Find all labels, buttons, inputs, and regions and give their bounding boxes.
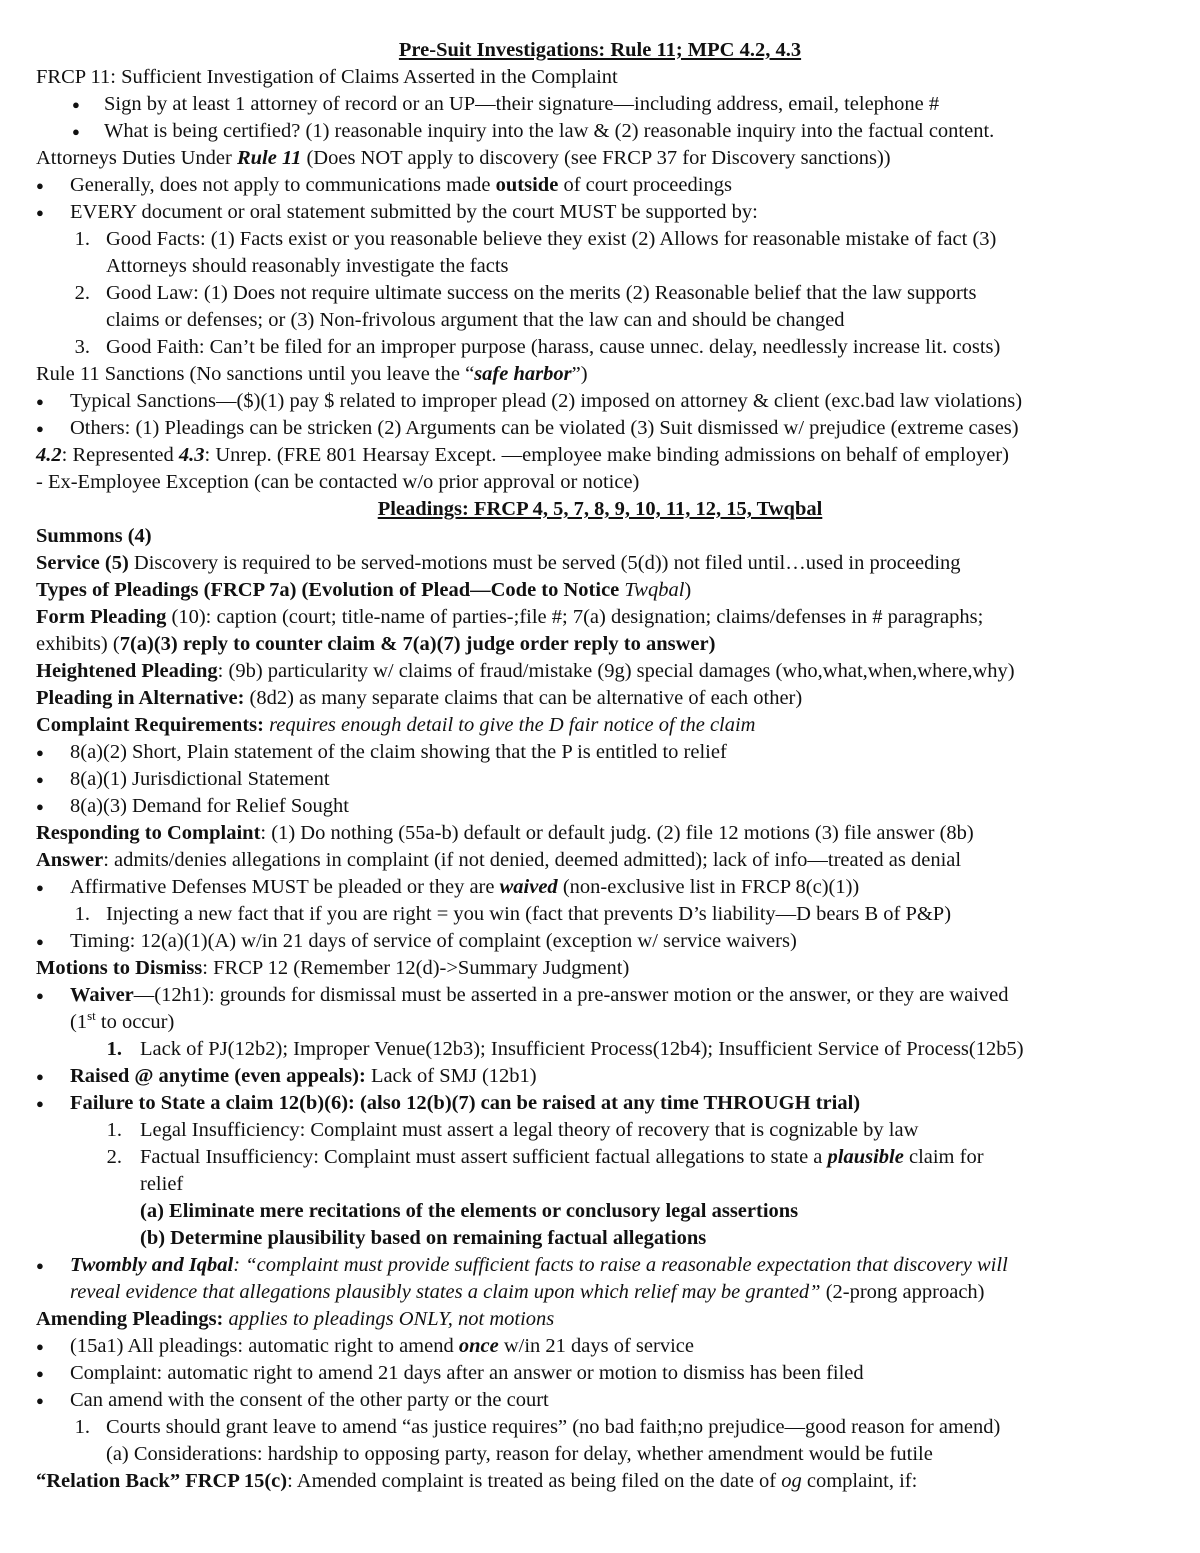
text-emphasis: Amending Pleadings:	[36, 1308, 224, 1330]
text: : FRCP 12 (Remember 12(d)->Summary Judgment)	[202, 957, 630, 979]
text: : (9b) particularity w/ claims of fraud/mistake (9g) special damages (who,what,when,where,why)	[217, 660, 1015, 682]
numbered-item	[36, 226, 1192, 253]
text-emphasis: “Relation Back” FRCP 15(c)	[36, 1470, 288, 1492]
text-emphasis: 7(a)(3) reply to counter claim & 7(a)(7) judge order reply to answer)	[119, 633, 716, 655]
list-item-cont	[36, 1009, 1192, 1036]
list-item: ● What is being certified? (1) reasonable inquiry into the law & (2) reasonable inquiry into the factual content.	[36, 118, 1192, 145]
service-line	[36, 550, 1192, 577]
text: to occur)	[95, 1011, 175, 1033]
text: —(12h1): grounds for dismissal must be asserted in a pre-answer motion or the answer, or they are waived	[133, 984, 1009, 1006]
section-title-presuit: Pre-Suit Investigations: Rule 11; MPC 4.2, 4.3	[398, 39, 802, 61]
frcp11-heading: FRCP 11: Sufficient Investigation of Claims Asserted in the Complaint	[36, 66, 618, 88]
text: (Does NOT apply to discovery (see FRCP 37 for Discovery sanctions))	[301, 147, 891, 169]
numbered-item	[36, 901, 1192, 928]
list-number: 1.	[74, 903, 90, 925]
sanctions-heading	[36, 361, 1192, 388]
text: : admits/denies allegations in complaint (if not denied, deemed admitted); lack of info—treated as denial	[103, 849, 962, 871]
text: w/in 21 days of service	[498, 1335, 694, 1357]
text: Affirmative Defenses MUST be pleaded or they are	[70, 876, 500, 898]
ex-employee-line: - Ex-Employee Exception (can be contacted w/o prior approval or notice)	[36, 471, 640, 493]
motions-dismiss-line	[36, 955, 1192, 982]
responding-line	[36, 820, 1192, 847]
numbered-item	[36, 1117, 1192, 1144]
list-item: ● Sign by at least 1 attorney of record or an UP—their signature—including address, email, telephone #	[36, 91, 1192, 118]
text: (2-prong approach)	[820, 1281, 985, 1303]
text: Generally, does not apply to communications made	[70, 174, 496, 196]
text-emphasis: Pleading in Alternative:	[36, 687, 245, 709]
text-emphasis: plausible	[827, 1146, 904, 1168]
text: Good Facts: (1) Facts exist or you reasonable believe they exist (2) Allows for reasonable mistake of fact (3)	[106, 228, 997, 250]
answer-line	[36, 847, 1192, 874]
text: Legal Insufficiency: Complaint must assert a legal theory of recovery that is cognizable by law	[140, 1119, 919, 1141]
list-item	[36, 1063, 1192, 1090]
text-italic: reveal evidence that allegations plausibly states a claim upon which relief may be granted”	[70, 1281, 821, 1303]
numbered-item	[36, 1144, 1192, 1171]
heightened-line	[36, 658, 1192, 685]
sub-item-a: (a) Considerations: hardship to opposing party, reason for delay, whether amendment would be futile	[106, 1443, 933, 1465]
list-item: ● Typical Sanctions—($)(1) pay $ related to improper plead (2) imposed on attorney & client (exc.bad law violations)	[36, 388, 1192, 415]
numbered-item-cont: claims or defenses; or (3) Non-frivolous argument that the law can and should be changed	[106, 309, 845, 331]
text: Lack of PJ(12b2); Improper Venue(12b3); Insufficient Process(12b4); Insufficient Service of Process(12b5)	[140, 1038, 1024, 1060]
list-item	[36, 874, 1192, 901]
list-item: ● 8(a)(1) Jurisdictional Statement	[36, 766, 1192, 793]
relation-back-line	[36, 1468, 1192, 1495]
numbered-item	[36, 1036, 1192, 1063]
numbered-item-cont: relief	[140, 1173, 184, 1195]
text: ”)	[571, 363, 588, 385]
text-emphasis: safe harbor	[474, 363, 572, 385]
text-emphasis: Form Pleading	[36, 606, 167, 628]
alternative-line	[36, 685, 1192, 712]
list-item	[36, 982, 1192, 1009]
text-emphasis: waived	[499, 876, 558, 898]
mpc-line	[36, 442, 1192, 469]
text: of court proceedings	[558, 174, 732, 196]
list-number: 1.	[74, 228, 90, 250]
list-item: ● Others: (1) Pleadings can be stricken (2) Arguments can be violated (3) Suit dismissed w/ prejudice (extreme cases)	[36, 415, 1192, 442]
numbered-item	[36, 334, 1192, 361]
text: Factual Insufficiency: Complaint must assert sufficient factual allegations to state a	[140, 1146, 828, 1168]
text-emphasis: once	[458, 1335, 499, 1357]
text: claim for	[903, 1146, 984, 1168]
text-emphasis: Responding to Complaint	[36, 822, 261, 844]
text-italic: applies to pleadings ONLY, not motions	[223, 1308, 555, 1330]
text-emphasis: Complaint Requirements:	[36, 714, 264, 736]
text-emphasis: Raised @ anytime (even appeals):	[70, 1065, 366, 1087]
numbered-item	[36, 1414, 1192, 1441]
section-title-pleadings: Pleadings: FRCP 4, 5, 7, 8, 9, 10, 11, 12, 15, Twqbal	[377, 498, 823, 520]
text-emphasis: 4.2	[36, 444, 62, 466]
text-emphasis: Motions to Dismiss	[36, 957, 203, 979]
text: (1	[70, 1011, 88, 1033]
text-emphasis: Types of Pleadings (FRCP 7a) (Evolution of Plead—Code to Notice	[36, 579, 625, 601]
types-line	[36, 577, 1192, 604]
sub-item-a: (a) Eliminate mere recitations of the elements or conclusory legal assertions	[140, 1200, 799, 1222]
form-pleading-cont	[36, 631, 1192, 658]
list-number: 2.	[106, 1146, 122, 1168]
list-number: 1.	[106, 1119, 122, 1141]
text-emphasis: 4.3	[178, 444, 205, 466]
text: : Represented	[61, 444, 179, 466]
text-emphasis: Heightened Pleading	[36, 660, 218, 682]
text-emphasis: Rule 11	[236, 147, 302, 169]
superscript: st	[87, 1008, 96, 1024]
text: : Amended complaint is treated as being filed on the date of	[287, 1470, 782, 1492]
list-item: ● Complaint: automatic right to amend 21 days after an answer or motion to dismiss has been filed	[36, 1360, 1192, 1387]
text: Injecting a new fact that if you are right = you win (fact that prevents D’s liability—D bears B of P&P)	[106, 903, 952, 925]
text-italic: og	[781, 1470, 802, 1492]
text-italic: : “complaint must provide sufficient facts to raise a reasonable expectation that discovery will	[233, 1254, 1008, 1276]
text: Courts should grant leave to amend “as justice requires” (no bad faith;no prejudice—good reason for amend)	[106, 1416, 1001, 1438]
list-item: ● Failure to State a claim 12(b)(6): (also 12(b)(7) can be raised at any time THROUGH trial)	[36, 1090, 1192, 1117]
text: Good Faith: Can’t be filed for an improper purpose (harass, cause unnec. delay, needlessly increase lit. costs)	[106, 336, 1001, 358]
text: (non-exclusive list in FRCP 8(c)(1))	[557, 876, 860, 898]
summons-line: Summons (4)	[36, 525, 152, 547]
sub-item-b: (b) Determine plausibility based on remaining factual allegations	[140, 1227, 707, 1249]
list-number: 3.	[74, 336, 90, 358]
list-number: 2.	[74, 282, 90, 304]
text: Attorneys Duties Under	[36, 147, 237, 169]
text: (8d2) as many separate claims that can be alternative of each other)	[244, 687, 803, 709]
form-pleading-line	[36, 604, 1192, 631]
amending-line	[36, 1306, 1192, 1333]
list-item: ● Timing: 12(a)(1)(A) w/in 21 days of service of complaint (exception w/ service waivers)	[36, 928, 1192, 955]
text: Lack of SMJ (12b1)	[365, 1065, 537, 1087]
list-item: ● Can amend with the consent of the other party or the court	[36, 1387, 1192, 1414]
list-number: 1.	[74, 1416, 90, 1438]
list-number: 1.	[106, 1038, 122, 1060]
text-emphasis: Twombly and Iqbal	[70, 1254, 234, 1276]
list-item	[36, 172, 1192, 199]
complaint-req-line	[36, 712, 1192, 739]
text: Discovery is required to be served-motions must be served (5(d)) not filed until…used in proceeding	[128, 552, 961, 574]
numbered-item-cont: Attorneys should reasonably investigate the facts	[106, 255, 509, 277]
list-item	[36, 1333, 1192, 1360]
text-emphasis: Answer	[36, 849, 104, 871]
text: Rule 11 Sanctions (No sanctions until you leave the “	[36, 363, 475, 385]
text: (10): caption (court; title-name of parties-;file #; 7(a) designation; claims/defenses in # paragraphs;	[166, 606, 984, 628]
text-italic: requires enough detail to give the D fair notice of the claim	[263, 714, 756, 736]
list-item-cont	[36, 1279, 1192, 1306]
text: (15a1) All pleadings: automatic right to amend	[70, 1335, 459, 1357]
text: : Unrep. (FRE 801 Hearsay Except. —employee make binding admissions on behalf of employer)	[204, 444, 1009, 466]
text: exhibits) (	[36, 633, 120, 655]
attorney-duties-line	[36, 145, 1192, 172]
text-italic: Twqbal	[624, 579, 685, 601]
list-item: ● 8(a)(3) Demand for Relief Sought	[36, 793, 1192, 820]
text: Good Law: (1) Does not require ultimate success on the merits (2) Reasonable belief that the law supports	[106, 282, 977, 304]
list-item: ● 8(a)(2) Short, Plain statement of the claim showing that the P is entitled to relief	[36, 739, 1192, 766]
list-item: ● EVERY document or oral statement submitted by the court MUST be supported by:	[36, 199, 1192, 226]
text-emphasis: Waiver	[70, 984, 134, 1006]
numbered-item	[36, 280, 1192, 307]
text-emphasis: Service (5)	[36, 552, 129, 574]
text: complaint, if:	[801, 1470, 918, 1492]
text-emphasis: outside	[495, 174, 559, 196]
text: )	[684, 579, 692, 601]
text: : (1) Do nothing (55a-b) default or default judg. (2) file 12 motions (3) file answer (8b)	[260, 822, 974, 844]
list-item	[36, 1252, 1192, 1279]
